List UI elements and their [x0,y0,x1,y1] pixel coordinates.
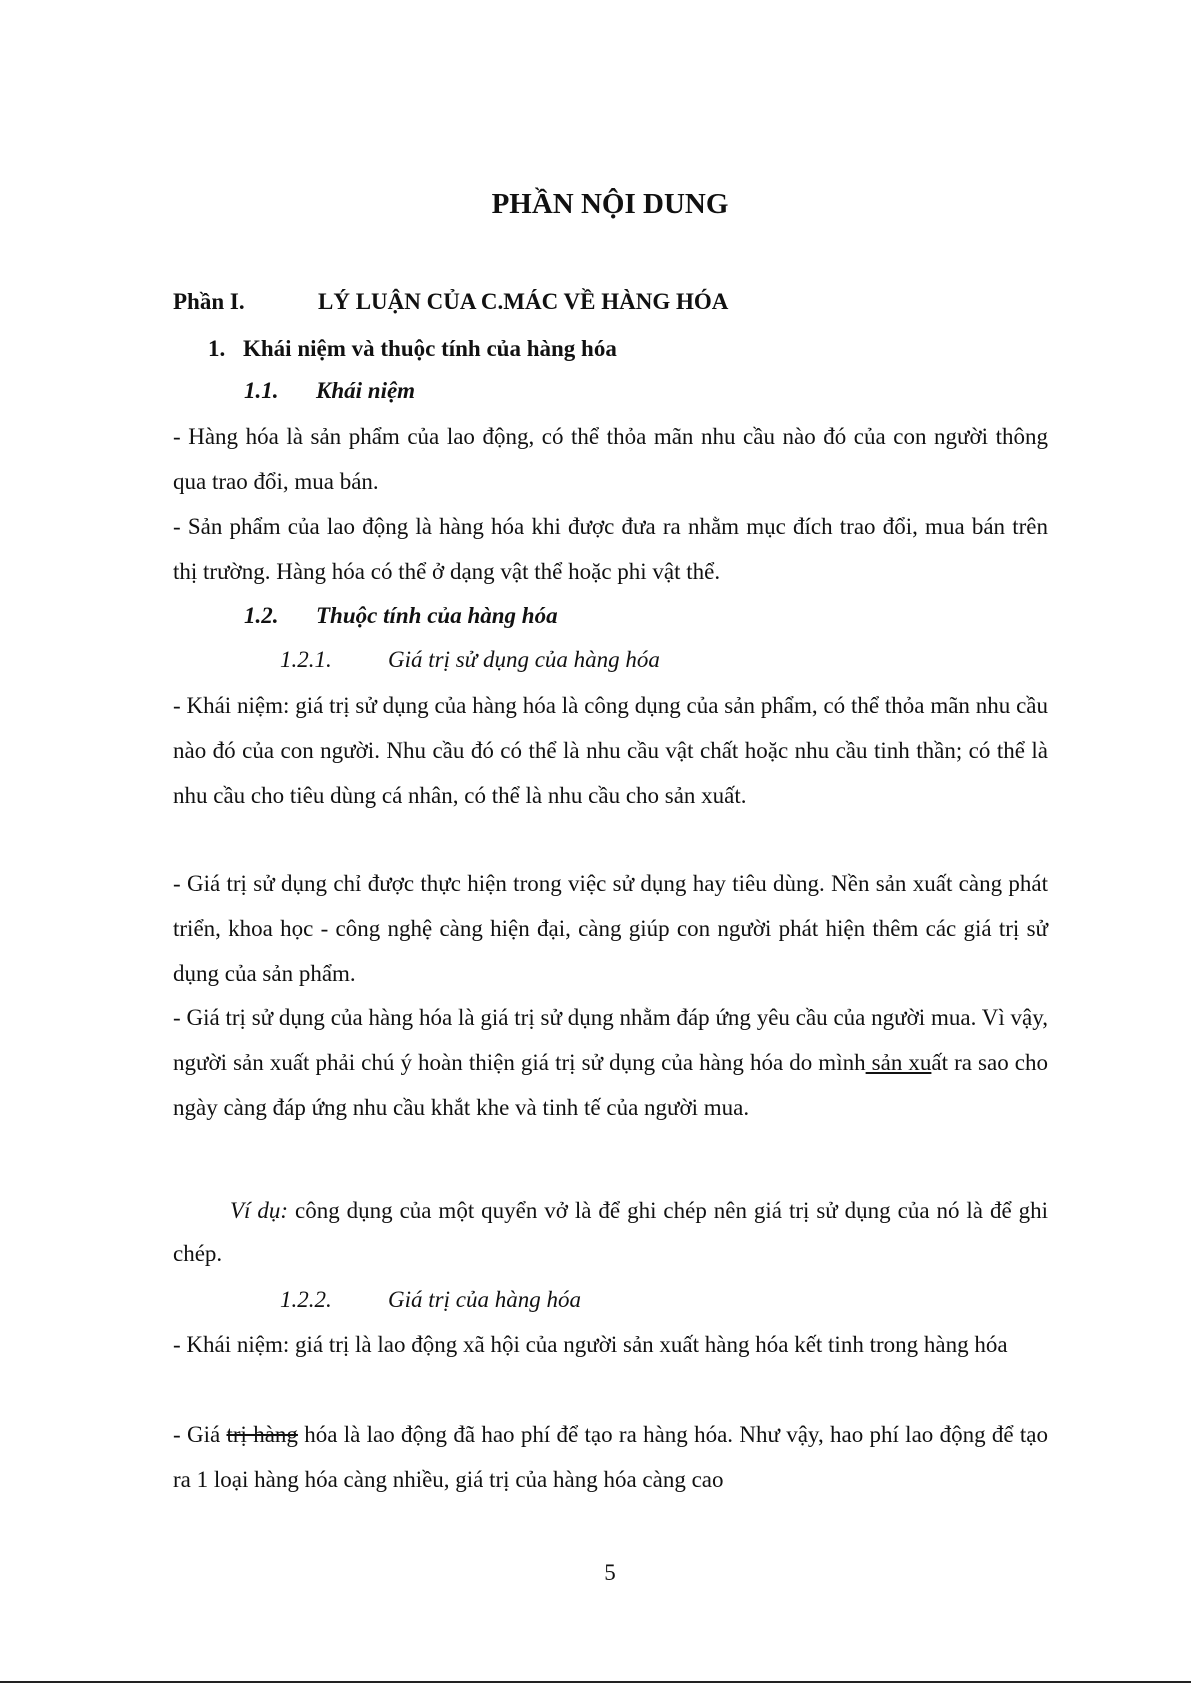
text-run: hóa là lao động đã hao phí để tạo ra hàng hóa. Như vậy, hao phí lao động để tạo ra 1 loại hàng hóa càng nhiều, giá trị của hàng hóa càng cao [173,1422,1048,1492]
section-1-2-2-heading [280,1284,581,1316]
section-1-1-heading [244,375,415,407]
part-label: Phần I. [173,289,245,314]
example-label: Ví dụ: [230,1198,289,1223]
paragraph: - Giá trị sử dụng chỉ được thực hiện trong việc sử dụng hay tiêu dùng. Nền sản xuất càng phát triển, khoa học - công nghệ càng hiện đại, càng giúp con người phát hiện thêm các giá trị sử dụng của sản phẩm. [173,871,1048,986]
section-number: 1.2.1. [280,647,332,672]
section-number: 1. [208,336,226,361]
part-title: LÝ LUẬN CỦA C.MÁC VỀ HÀNG HÓA [318,289,729,314]
paragraph [173,1412,1048,1502]
section-1-heading [208,333,617,365]
paragraph: - Hàng hóa là sản phẩm của lao động, có thể thỏa mãn nhu cầu nào đó của con người thông qua trao đổi, mua bán. [173,424,1048,494]
section-title: Giá trị sử dụng của hàng hóa [388,647,660,672]
section-number: 1.2.2. [280,1287,332,1312]
text-run: - Giá trị sử dụng của hàng hóa là giá trị sử dụng nhằm đáp ứng yêu cầu của người mua. Vì vậy, người sản xuất phải chú ý hoàn thiện giá trị sử dụng của hàng hóa do mình [173,1005,1048,1075]
section-title: Khái niệm và thuộc tính của hàng hóa [243,336,617,361]
section-title: Khái niệm [316,378,416,403]
text-run: - Giá [173,1422,227,1447]
example-text: công dụng của một quyển vở là để ghi chép nên giá trị sử dụng của nó là để ghi chép. [173,1198,1048,1266]
example-paragraph [173,1189,1048,1275]
footer-divider [0,1681,1191,1683]
underlined-text: sản xu [865,1050,932,1075]
paragraph: - Sản phẩm của lao động là hàng hóa khi được đưa ra nhằm mục đích trao đổi, mua bán trên thị trường. Hàng hóa có thể ở dạng vật thể hoặc phi vật thể. [173,514,1048,584]
section-1-2-heading [244,600,558,632]
page-number: 5 [604,1560,616,1585]
section-number: 1.2. [244,603,279,628]
paragraph [173,995,1048,1130]
paragraph: - Khái niệm: giá trị sử dụng của hàng hóa là công dụng của sản phẩm, có thể thỏa mãn nhu cầu nào đó của con người. Nhu cầu đó có thể là nhu cầu vật chất hoặc nhu cầu tinh thần; có thể là nhu cầu cho tiêu dùng cá nhân, có thể là nhu cầu cho sản xuất. [173,693,1048,808]
text-run: ất ra sao cho ngày càng đáp ứng nhu cầu khắt khe và tinh tế của người mua. [173,1050,1048,1120]
section-number: 1.1. [244,378,279,403]
section-title: Thuộc tính của hàng hóa [316,603,558,628]
part-heading [173,286,728,318]
page-title: PHẦN NỘI DUNG [491,188,729,220]
section-title: Giá trị của hàng hóa [388,1287,581,1312]
section-1-2-1-heading [280,644,660,676]
paragraph: - Khái niệm: giá trị là lao động xã hội của người sản xuất hàng hóa kết tinh trong hàng hóa [173,1332,1008,1357]
strikethrough-text: trị hàng [226,1422,298,1447]
